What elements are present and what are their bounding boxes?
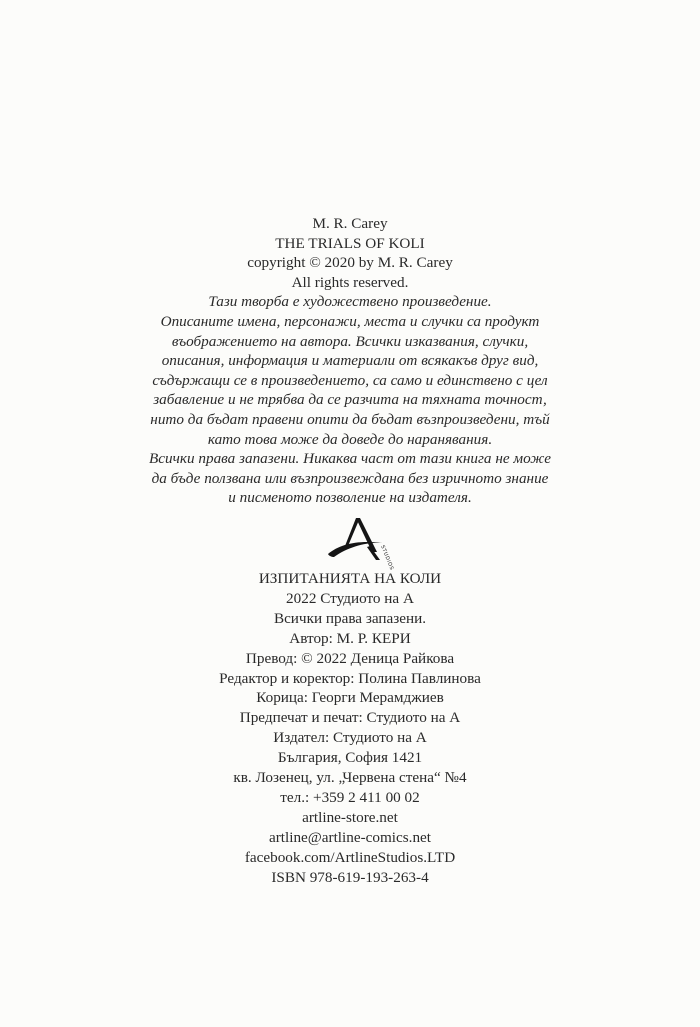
edition-phone: тел.: +359 2 411 00 02 <box>280 788 420 806</box>
edition-credits <box>0 569 700 888</box>
edition-website: artline-store.net <box>302 808 398 826</box>
edition-facebook: facebook.com/ArtlineStudios.LTD <box>244 848 456 866</box>
disclaimer-line: нито да бъдат правени опити да бъдат възпроизведени, тъй <box>150 410 550 428</box>
edition-line: 2022 Студиото на А <box>286 589 414 607</box>
edition-address: кв. Лозенец, ул. „Червена стена“ №4 <box>233 769 467 787</box>
disclaimer <box>0 292 700 508</box>
disclaimer-line: съдържащи се в произведението, са само и единствено с цел <box>152 371 548 389</box>
original-title: THE TRIALS OF KOLI <box>275 234 425 252</box>
original-rights: All rights reserved. <box>291 273 409 291</box>
disclaimer-line: Описаните имена, персонажи, места и случки са продукт <box>160 312 540 330</box>
edition-title: ИЗПИТАНИЯТА НА КОЛИ <box>258 570 442 587</box>
a-studios-logo-icon <box>326 516 395 572</box>
edition-line: Превод: © 2022 Деница Райкова <box>245 649 455 667</box>
edition-line: Автор: М. Р. КЕРИ <box>289 629 411 647</box>
disclaimer-line: като това може да доведе до наранявания. <box>207 430 493 448</box>
edition-isbn: ISBN 978-619-193-263-4 <box>271 868 429 886</box>
edition-line: Издател: Студиото на А <box>273 729 427 747</box>
disclaimer-line: Тази творба е художествено произведение. <box>208 293 492 311</box>
logo-studios-text: STUDIOS <box>379 544 395 572</box>
edition-email: artline@artline-comics.net <box>269 828 431 846</box>
disclaimer-line: Всички права запазени. Никаква част от тази книга не може <box>149 450 551 468</box>
disclaimer-line: и писменото позволение на издателя. <box>228 489 472 507</box>
original-copyright: copyright © 2020 by M. R. Carey <box>247 254 453 272</box>
edition-line: Корица: Георги Мерамджиев <box>256 689 444 707</box>
disclaimer-line: да бъде ползвана или възпроизвеждана без изричното знание <box>151 469 549 487</box>
edition-line: Редактор и коректор: Полина Павлинова <box>219 669 481 687</box>
original-author: M. R. Carey <box>312 215 388 232</box>
disclaimer-line: въображението на автора. Всички изказвания, случки, <box>171 332 529 350</box>
disclaimer-line: забавление и не трябва да се разчита на тяхната точност, <box>153 391 547 409</box>
disclaimer-line: описания, информация и материали от всякакъв друг вид, <box>161 352 539 370</box>
edition-line: Предпечат и печат: Студиото на А <box>239 709 461 727</box>
edition-line: Всички права запазени. <box>273 609 427 627</box>
edition-line: България, София 1421 <box>277 749 423 767</box>
original-credits <box>0 214 700 508</box>
